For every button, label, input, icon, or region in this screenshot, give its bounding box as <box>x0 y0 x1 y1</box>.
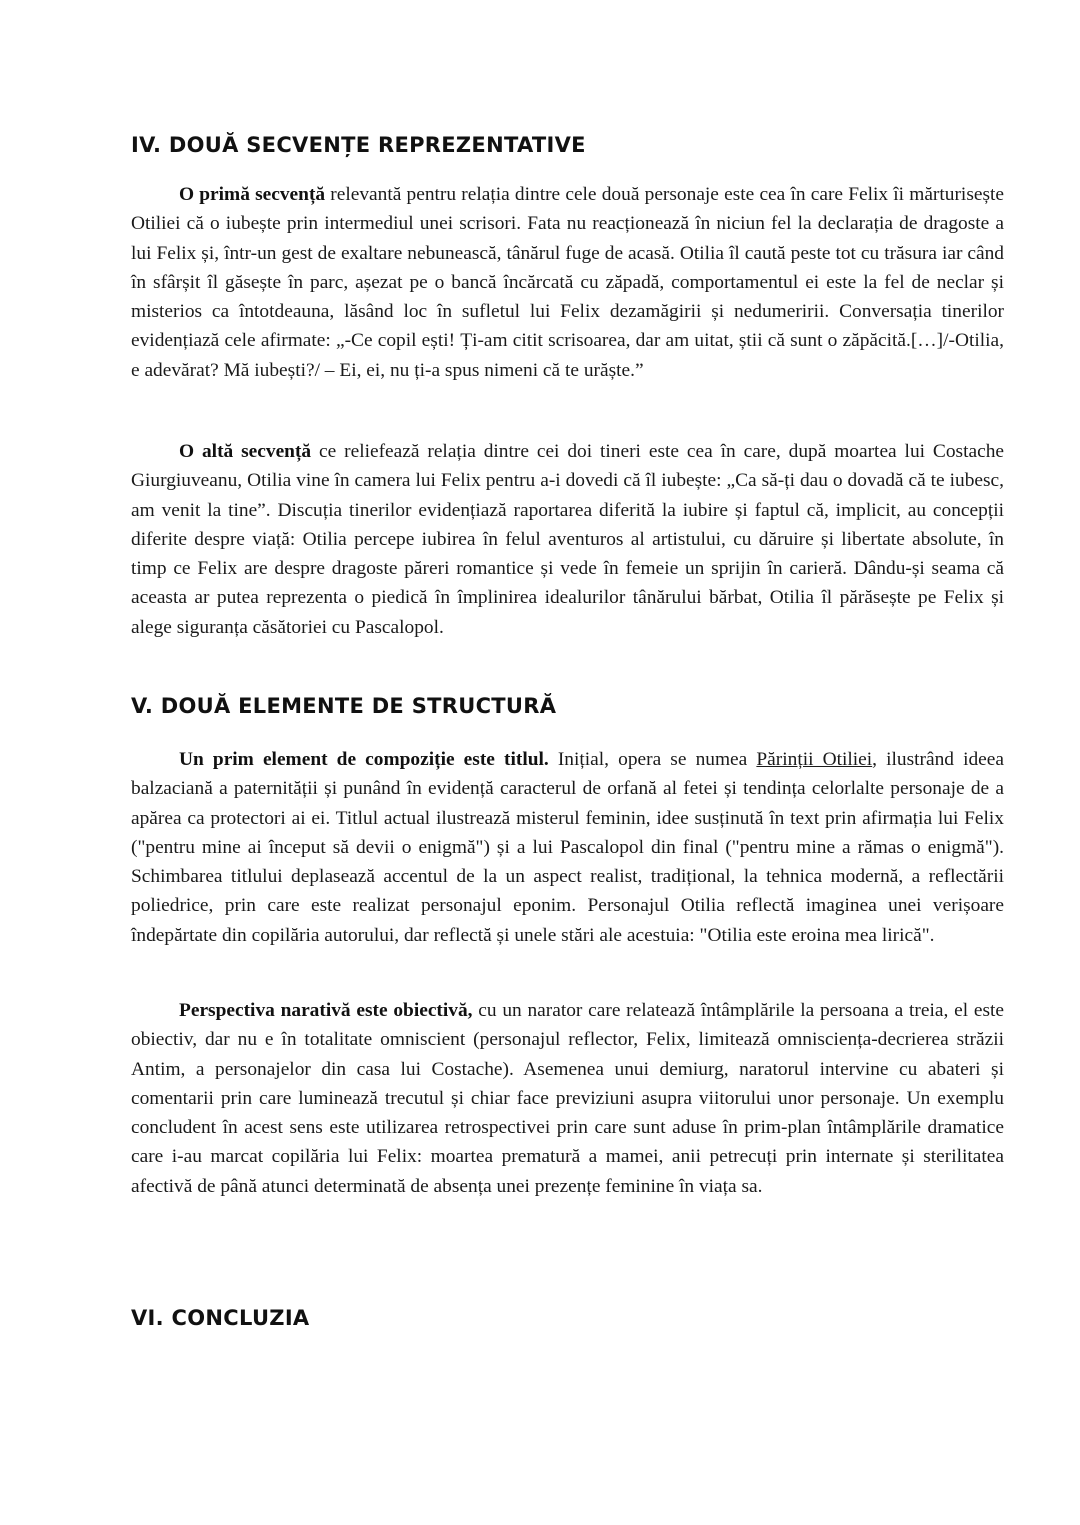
paragraph-lead: O primă secvență <box>179 184 326 205</box>
original-title-link[interactable]: Părinții Otiliei <box>756 749 873 770</box>
paragraph-lead: O altă secvență <box>179 441 312 462</box>
paragraph-second-sequence <box>131 437 1004 642</box>
paragraph-first-sequence <box>131 180 1004 385</box>
section-heading-vi: VI. CONCLUZIA <box>131 1306 310 1330</box>
paragraph-body: ce reliefează relația dintre cei doi tineri este cea în care, după moartea lui Costache Giurgiuveanu, Otilia vine în camera lui Felix pentru a-i dovedi că îl iubește: „Ca să-ți dau o dovadă că te iubesc, am venit la tine”. Discuția tinerilor evidențiază raportarea diferită la iubire și faptul că, implicit, au concepții diferite despre viață: Otilia percepe iubirea în felul aventuros al artistului, cu dăruire și libertate absolute, în timp ce Felix are despre dragoste păreri romantice și vede în femeie un sprijin în carieră. Dându-și seama că aceasta ar putea reprezenta o piedică în împlinirea idealurilor tânărului bărbat, Otilia îl părăsește pe Felix și alege siguranța căsătoriei cu Pascalopol. <box>131 441 1005 638</box>
paragraph-body: cu un narator care relatează întâmplările la persoana a treia, el este obiectiv, dar nu e în totalitate omniscient (personajul reflector, Felix, limitează omnisciența-decrierea străzii Antim, a personajelor din casa lui Costache). Asemenea unui demiurg, naratorul intervine cu abateri și comentarii prin care luminează trecutul și chiar face previziuni asupra viitorului unor personaje. Un exemplu concludent în acest sens este utilizarea retrospectivei prin care sunt aduse în prim-plan întâmplările dramatice care i-au marcat copilăria lui Felix: moartea prematură a mamei, anii petrecuți prin internate și sterilitatea afectivă de până atunci determinată de absența unei prezențe feminine în viața sa. <box>131 1000 1004 1197</box>
paragraph-narrative-perspective <box>131 996 1004 1201</box>
paragraph-lead: Perspectiva narativă este obiectivă, <box>179 1000 473 1021</box>
paragraph-body: Inițial, opera se numea <box>548 749 757 770</box>
section-heading-iv: IV. DOUĂ SECVENȚE REPREZENTATIVE <box>131 133 586 157</box>
paragraph-body: , ilustrând ideea balzaciană a paternității și punând în evidență caracterul de orfană al fetei și tendința celorlalte personaje de a apărea ca protectori ai ei. Titlul actual ilustrează misterul feminin, idee susținută în text prin afirmația lui Felix ("pentru mine ai început să devii o enigmă") și a lui Pascalopol din final ("pentru mine a rămas o enigmă"). Schimbarea titlului deplasează accentul de la un aspect realist, tradițional, la tehnica modernă, a reflectării poliedrice, prin care este realizat personajul eponim. Personajul Otilia reflectă imaginea unei verișoare îndepărtate din copilăria autorului, dar reflectă și unele stări ale acestuia: "Otilia este eroina mea lirică". <box>131 749 1004 946</box>
section-heading-v: V. DOUĂ ELEMENTE DE STRUCTURĂ <box>131 694 557 718</box>
paragraph-title-element <box>131 745 1004 950</box>
paragraph-body: relevantă pentru relația dintre cele două personaje este cea în care Felix îi mărturisește Otiliei că o iubește prin intermediul unei scrisori. Fata nu reacționează în niciun fel la declarația de dragoste a lui Felix și, într-un gest de exaltare nebunească, tânărul fuge de acasă. Otilia îl caută peste tot cu trăsura iar când în sfârșit îl găsește în parc, așezat pe o bancă încărcată cu zăpadă, comportamentul ei este la fel de neclar și misterios ca întotdeauna, lăsând loc în sufletul lui Felix dezamăgirii și nedumeririi. Conversația tinerilor evidențiază cele afirmate: „-Ce copil ești! Ți-am citit scrisoarea, dar am uitat, știi că sunt o zăpăcită.[…]/-Otilia, e adevărat? Mă iubești?/ – Ei, ei, nu ți-a spus nimeni că te urăște.” <box>131 184 1005 381</box>
paragraph-lead: Un prim element de compoziție este titlul. <box>179 749 549 770</box>
